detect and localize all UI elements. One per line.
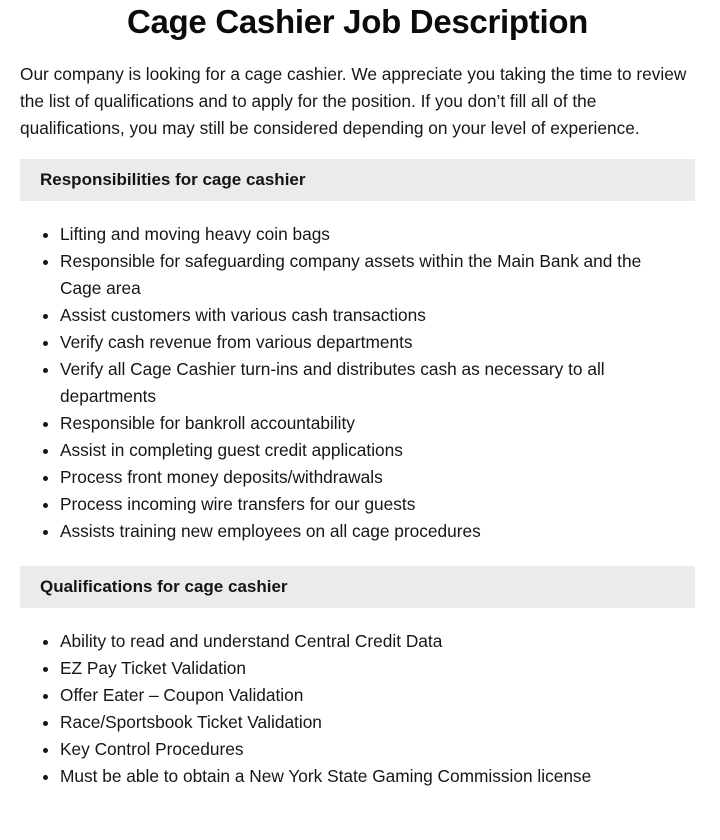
qualifications-list <box>20 628 695 790</box>
list-item: Verify cash revenue from various departments <box>60 329 695 356</box>
list-item: Process front money deposits/withdrawals <box>60 464 695 491</box>
bullet-icon <box>43 476 48 481</box>
list-item: Verify all Cage Cashier turn-ins and distributes cash as necessary to all departments <box>60 356 695 410</box>
list-item: Process incoming wire transfers for our guests <box>60 491 695 518</box>
list-item: Assist customers with various cash transactions <box>60 302 695 329</box>
bullet-icon <box>43 314 48 319</box>
bullet-icon <box>43 694 48 699</box>
bullet-icon <box>43 640 48 645</box>
bullet-icon <box>43 667 48 672</box>
bullet-icon <box>43 260 48 265</box>
bullet-icon <box>43 530 48 535</box>
job-description-page <box>20 0 695 790</box>
list-item: Lifting and moving heavy coin bags <box>60 221 695 248</box>
bullet-icon <box>43 449 48 454</box>
list-item: Ability to read and understand Central Credit Data <box>60 628 695 655</box>
list-item: Responsible for safeguarding company assets within the Main Bank and the Cage area <box>60 248 695 302</box>
list-item: Offer Eater – Coupon Validation <box>60 682 695 709</box>
list-item: Responsible for bankroll accountability <box>60 410 695 437</box>
bullet-icon <box>43 233 48 238</box>
list-item: Key Control Procedures <box>60 736 695 763</box>
page-title: Cage Cashier Job Description <box>126 3 589 40</box>
list-item: Must be able to obtain a New York State Gaming Commission license <box>60 763 695 790</box>
qualifications-header: Qualifications for cage cashier <box>20 566 695 608</box>
bullet-icon <box>43 775 48 780</box>
list-item: Assists training new employees on all cage procedures <box>60 518 695 545</box>
bullet-icon <box>43 721 48 726</box>
bullet-icon <box>43 422 48 427</box>
list-item: EZ Pay Ticket Validation <box>60 655 695 682</box>
bullet-icon <box>43 368 48 373</box>
bullet-icon <box>43 341 48 346</box>
bullet-icon <box>43 503 48 508</box>
list-item: Race/Sportsbook Ticket Validation <box>60 709 695 736</box>
intro-paragraph: Our company is looking for a cage cashier. We appreciate you taking the time to review the list of qualifications and to apply for the position. If you don’t fill all of the qualifications, you may still be considered depending on your level of experience. <box>20 64 687 138</box>
responsibilities-header: Responsibilities for cage cashier <box>20 159 695 201</box>
list-item: Assist in completing guest credit applications <box>60 437 695 464</box>
bullet-icon <box>43 748 48 753</box>
responsibilities-list <box>20 221 695 545</box>
